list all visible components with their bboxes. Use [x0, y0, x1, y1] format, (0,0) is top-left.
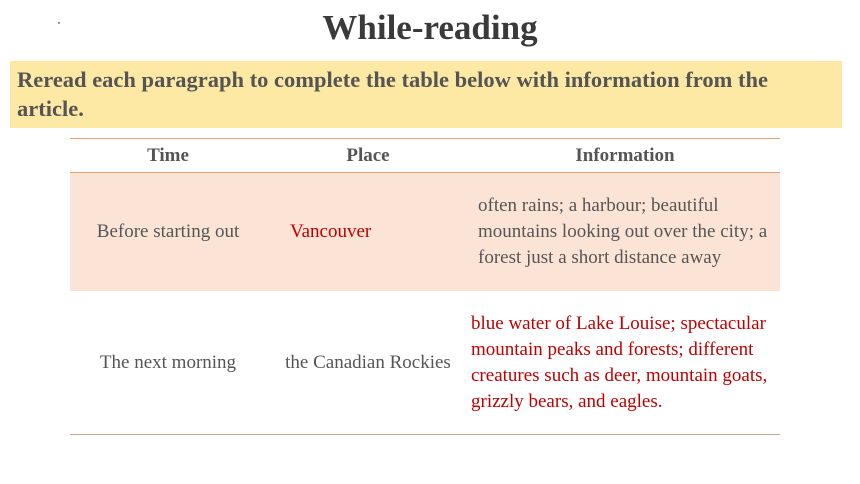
- header-place: Place: [266, 139, 470, 173]
- cell-time: The next morning: [70, 291, 266, 435]
- header-time: Time: [70, 139, 266, 173]
- table-row: [70, 173, 780, 292]
- info-table: [70, 138, 780, 435]
- cell-information: blue water of Lake Louise; spectacular mountain peaks and forests; different creatures such as deer, mountain goats, grizzly bears, and eagles.: [470, 291, 780, 435]
- cell-place: Vancouver: [266, 173, 470, 292]
- instruction-banner: Reread each paragraph to complete the table below with information from the article.: [10, 61, 842, 128]
- table-row: [70, 291, 780, 435]
- header-information: Information: [470, 139, 780, 173]
- cell-time: Before starting out: [70, 173, 266, 292]
- page-title: While-reading: [322, 8, 538, 47]
- table-header-row: [70, 139, 780, 173]
- cell-place: the Canadian Rockies: [266, 291, 470, 435]
- cell-information: often rains; a harbour; beautiful mountains looking out over the city; a forest just a short distance away: [470, 173, 780, 292]
